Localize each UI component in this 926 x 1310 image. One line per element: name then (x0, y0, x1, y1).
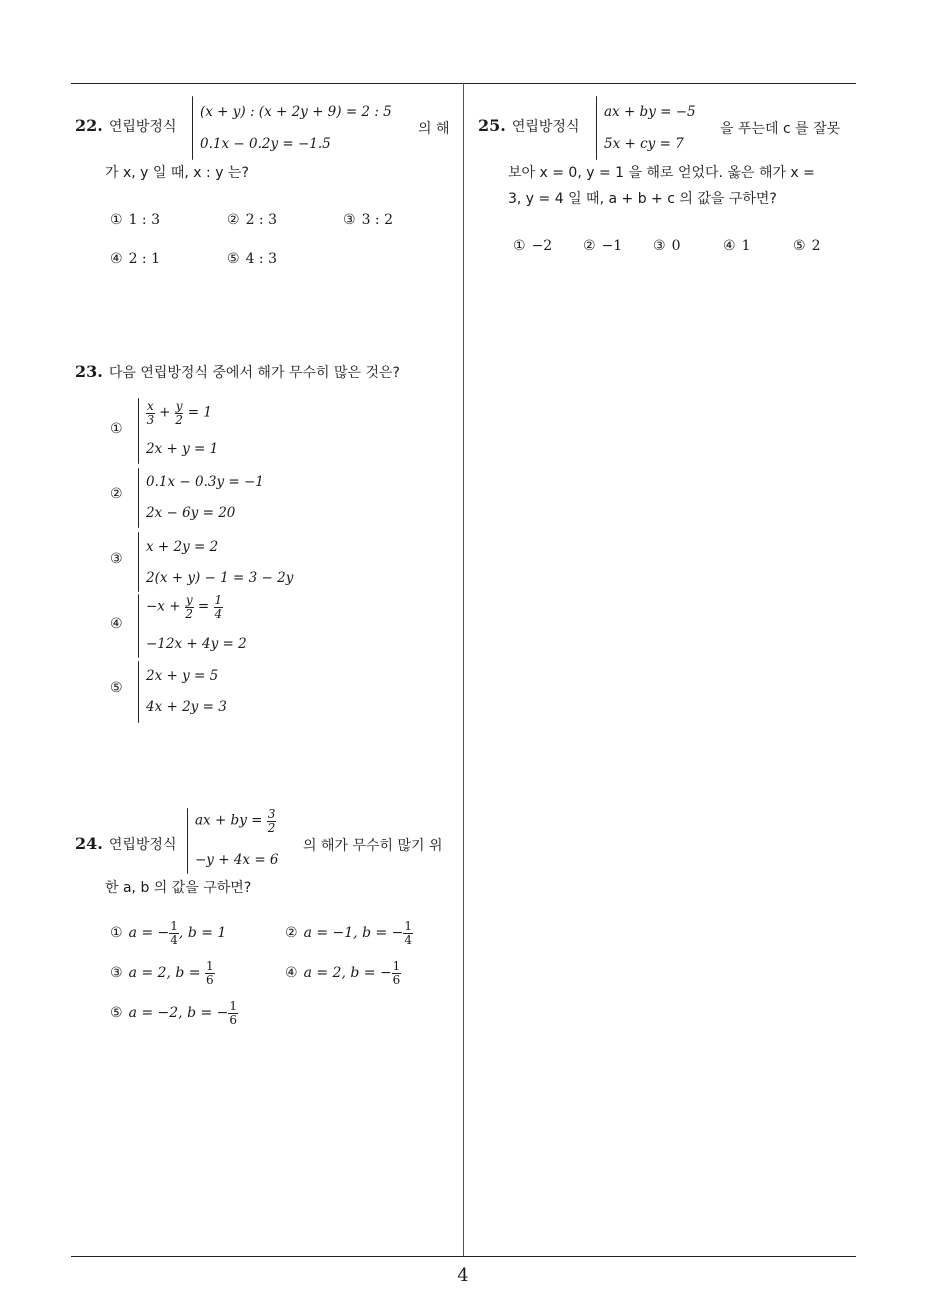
fraction (175, 400, 184, 426)
equation-lhs: −x + (146, 598, 181, 615)
denominator: 2 (267, 820, 276, 835)
question-text: 가 x, y 일 때, x : y 는? (105, 165, 249, 181)
operator: = (197, 598, 210, 615)
equation-system (187, 808, 297, 874)
question-text: 의 해 (418, 121, 450, 137)
brace (187, 808, 188, 874)
fraction (146, 400, 155, 426)
option-number: ① (110, 421, 123, 437)
equation-system (138, 468, 278, 528)
equation: 2x − 6y = 20 (146, 505, 236, 521)
denominator: 4 (404, 932, 413, 947)
fraction (403, 920, 413, 946)
equation (195, 808, 276, 834)
equation-system (138, 594, 268, 658)
option-text: a = −1, b = − (303, 925, 404, 942)
option-number: ④ (285, 965, 298, 982)
option-2[interactable] (227, 212, 277, 228)
denominator: 6 (392, 972, 401, 987)
option-text: 4 : 3 (245, 251, 277, 267)
option-text: a = −2, b = − (128, 1005, 229, 1022)
option-3[interactable] (343, 212, 393, 228)
fraction (392, 960, 402, 986)
question-number: 23. (75, 362, 103, 381)
fraction (205, 960, 215, 986)
question-text: 보아 x = 0, y = 1 을 해로 얻었다. 옳은 해가 x = (508, 165, 815, 181)
question-23-lead (75, 362, 400, 382)
option-2[interactable] (110, 486, 129, 502)
option-text: 3 : 2 (361, 212, 393, 228)
equation-system (596, 96, 706, 160)
option-text: 0 (671, 238, 681, 254)
page-number: 4 (457, 1265, 469, 1286)
brace (192, 96, 193, 160)
option-number: ④ (110, 616, 123, 632)
equation-system (138, 532, 308, 592)
question-number: 25. (478, 116, 506, 135)
option-4[interactable] (285, 960, 401, 986)
fraction (228, 1000, 238, 1026)
denominator: 2 (185, 606, 194, 621)
equation: −y + 4x = 6 (195, 852, 279, 868)
option-number: ② (110, 486, 123, 502)
denominator: 4 (214, 606, 223, 621)
option-5[interactable] (227, 251, 277, 267)
option-text: 2 (811, 238, 821, 254)
option-3[interactable] (653, 238, 680, 254)
denominator: 3 (146, 412, 155, 427)
brace (596, 96, 597, 160)
option-1[interactable] (110, 212, 160, 228)
question-text: 한 a, b 의 값을 구하면? (105, 880, 252, 896)
option-text: 2 : 1 (128, 251, 160, 267)
denominator: 2 (175, 412, 183, 427)
question-text: 연립방정식 (108, 837, 177, 853)
option-2[interactable] (285, 920, 413, 946)
option-number: ⑤ (227, 251, 240, 267)
question-text: 을 푸는데 c 를 잘못 (720, 121, 841, 137)
numerator: 3 (267, 807, 276, 821)
operator: + (159, 404, 171, 421)
column-divider (463, 83, 464, 1256)
option-number: ④ (723, 238, 736, 254)
equation-system (192, 96, 402, 160)
equation (146, 400, 212, 426)
denominator: 6 (229, 1012, 238, 1027)
option-number: ③ (110, 965, 123, 982)
option-4[interactable] (110, 616, 129, 632)
brace (138, 468, 139, 528)
option-number: ① (110, 925, 123, 942)
question-24-lead (75, 834, 176, 854)
equation: 0.1x − 0.3y = −1 (146, 474, 264, 490)
equation: −12x + 4y = 2 (146, 636, 247, 652)
equation-lhs: ax + by = (195, 812, 263, 829)
numerator: 1 (229, 999, 238, 1013)
equation: 2x + y = 1 (146, 441, 219, 457)
option-5[interactable] (793, 238, 820, 254)
question-text: 3, y = 4 일 때, a + b + c 의 값을 구하면? (508, 191, 777, 207)
option-text: −2 (531, 238, 553, 254)
numerator: y (185, 593, 193, 607)
equation: 2x + y = 5 (146, 668, 219, 684)
option-3[interactable] (110, 551, 129, 567)
bottom-rule (71, 1256, 856, 1257)
option-text: , b = 1 (178, 925, 227, 942)
equation: 4x + 2y = 3 (146, 699, 227, 715)
option-number: ③ (110, 551, 123, 567)
equation: 0.1x − 0.2y = −1.5 (200, 136, 331, 152)
numerator: 1 (170, 919, 178, 933)
numerator: y (175, 399, 183, 413)
option-number: ① (110, 212, 123, 228)
option-5[interactable] (110, 1000, 238, 1026)
option-text: 2 : 3 (245, 212, 277, 228)
option-number: ⑤ (110, 1005, 123, 1022)
question-number: 22. (75, 116, 103, 135)
option-number: ① (513, 238, 526, 254)
question-22-lead (75, 116, 176, 136)
equation: (x + y) : (x + 2y + 9) = 2 : 5 (200, 104, 392, 120)
option-number: ② (583, 238, 596, 254)
fraction (185, 594, 194, 620)
option-text: a = 2, b = − (303, 965, 392, 982)
equation-rhs: = 1 (187, 404, 212, 421)
brace (138, 532, 139, 592)
option-number: ② (285, 925, 298, 942)
equation-system (138, 398, 258, 464)
numerator: 1 (205, 959, 214, 973)
equation (146, 594, 223, 620)
option-3[interactable] (110, 960, 215, 986)
option-text: −1 (601, 238, 623, 254)
equation: x + 2y = 2 (146, 539, 219, 555)
question-25-lead (478, 116, 579, 136)
numerator: x (147, 399, 154, 413)
option-number: ⑤ (110, 680, 123, 696)
fraction (169, 920, 179, 946)
equation: ax + by = −5 (604, 104, 696, 120)
equation: 5x + cy = 7 (604, 136, 684, 152)
option-number: ③ (343, 212, 356, 228)
option-5[interactable] (110, 680, 129, 696)
option-text: 1 : 3 (128, 212, 160, 228)
option-number: ④ (110, 251, 123, 267)
option-text: 1 (741, 238, 751, 254)
fraction (267, 808, 277, 834)
brace (138, 661, 139, 723)
option-1[interactable] (110, 920, 226, 946)
option-number: ⑤ (793, 238, 806, 254)
denominator: 6 (205, 972, 214, 987)
numerator: 1 (392, 959, 401, 973)
equation: 2(x + y) − 1 = 3 − 2y (146, 570, 294, 586)
question-text: 연립방정식 (108, 119, 177, 135)
question-text: 연립방정식 (511, 119, 580, 135)
option-number: ③ (653, 238, 666, 254)
option-4[interactable] (110, 251, 160, 267)
option-2[interactable] (583, 238, 622, 254)
option-1[interactable] (110, 421, 129, 437)
option-text: a = − (128, 925, 170, 942)
question-text: 의 해가 무수히 많기 위 (303, 838, 443, 854)
option-1[interactable] (513, 238, 552, 254)
question-text: 다음 연립방정식 중에서 해가 무수히 많은 것은? (108, 365, 400, 381)
brace (138, 398, 139, 464)
equation-system (138, 661, 258, 723)
option-4[interactable] (723, 238, 750, 254)
brace (138, 594, 139, 658)
denominator: 4 (170, 932, 178, 947)
fraction (214, 594, 224, 620)
numerator: 1 (214, 593, 223, 607)
option-text: a = 2, b = (128, 965, 201, 982)
question-number: 24. (75, 834, 103, 853)
numerator: 1 (404, 919, 413, 933)
option-number: ② (227, 212, 240, 228)
